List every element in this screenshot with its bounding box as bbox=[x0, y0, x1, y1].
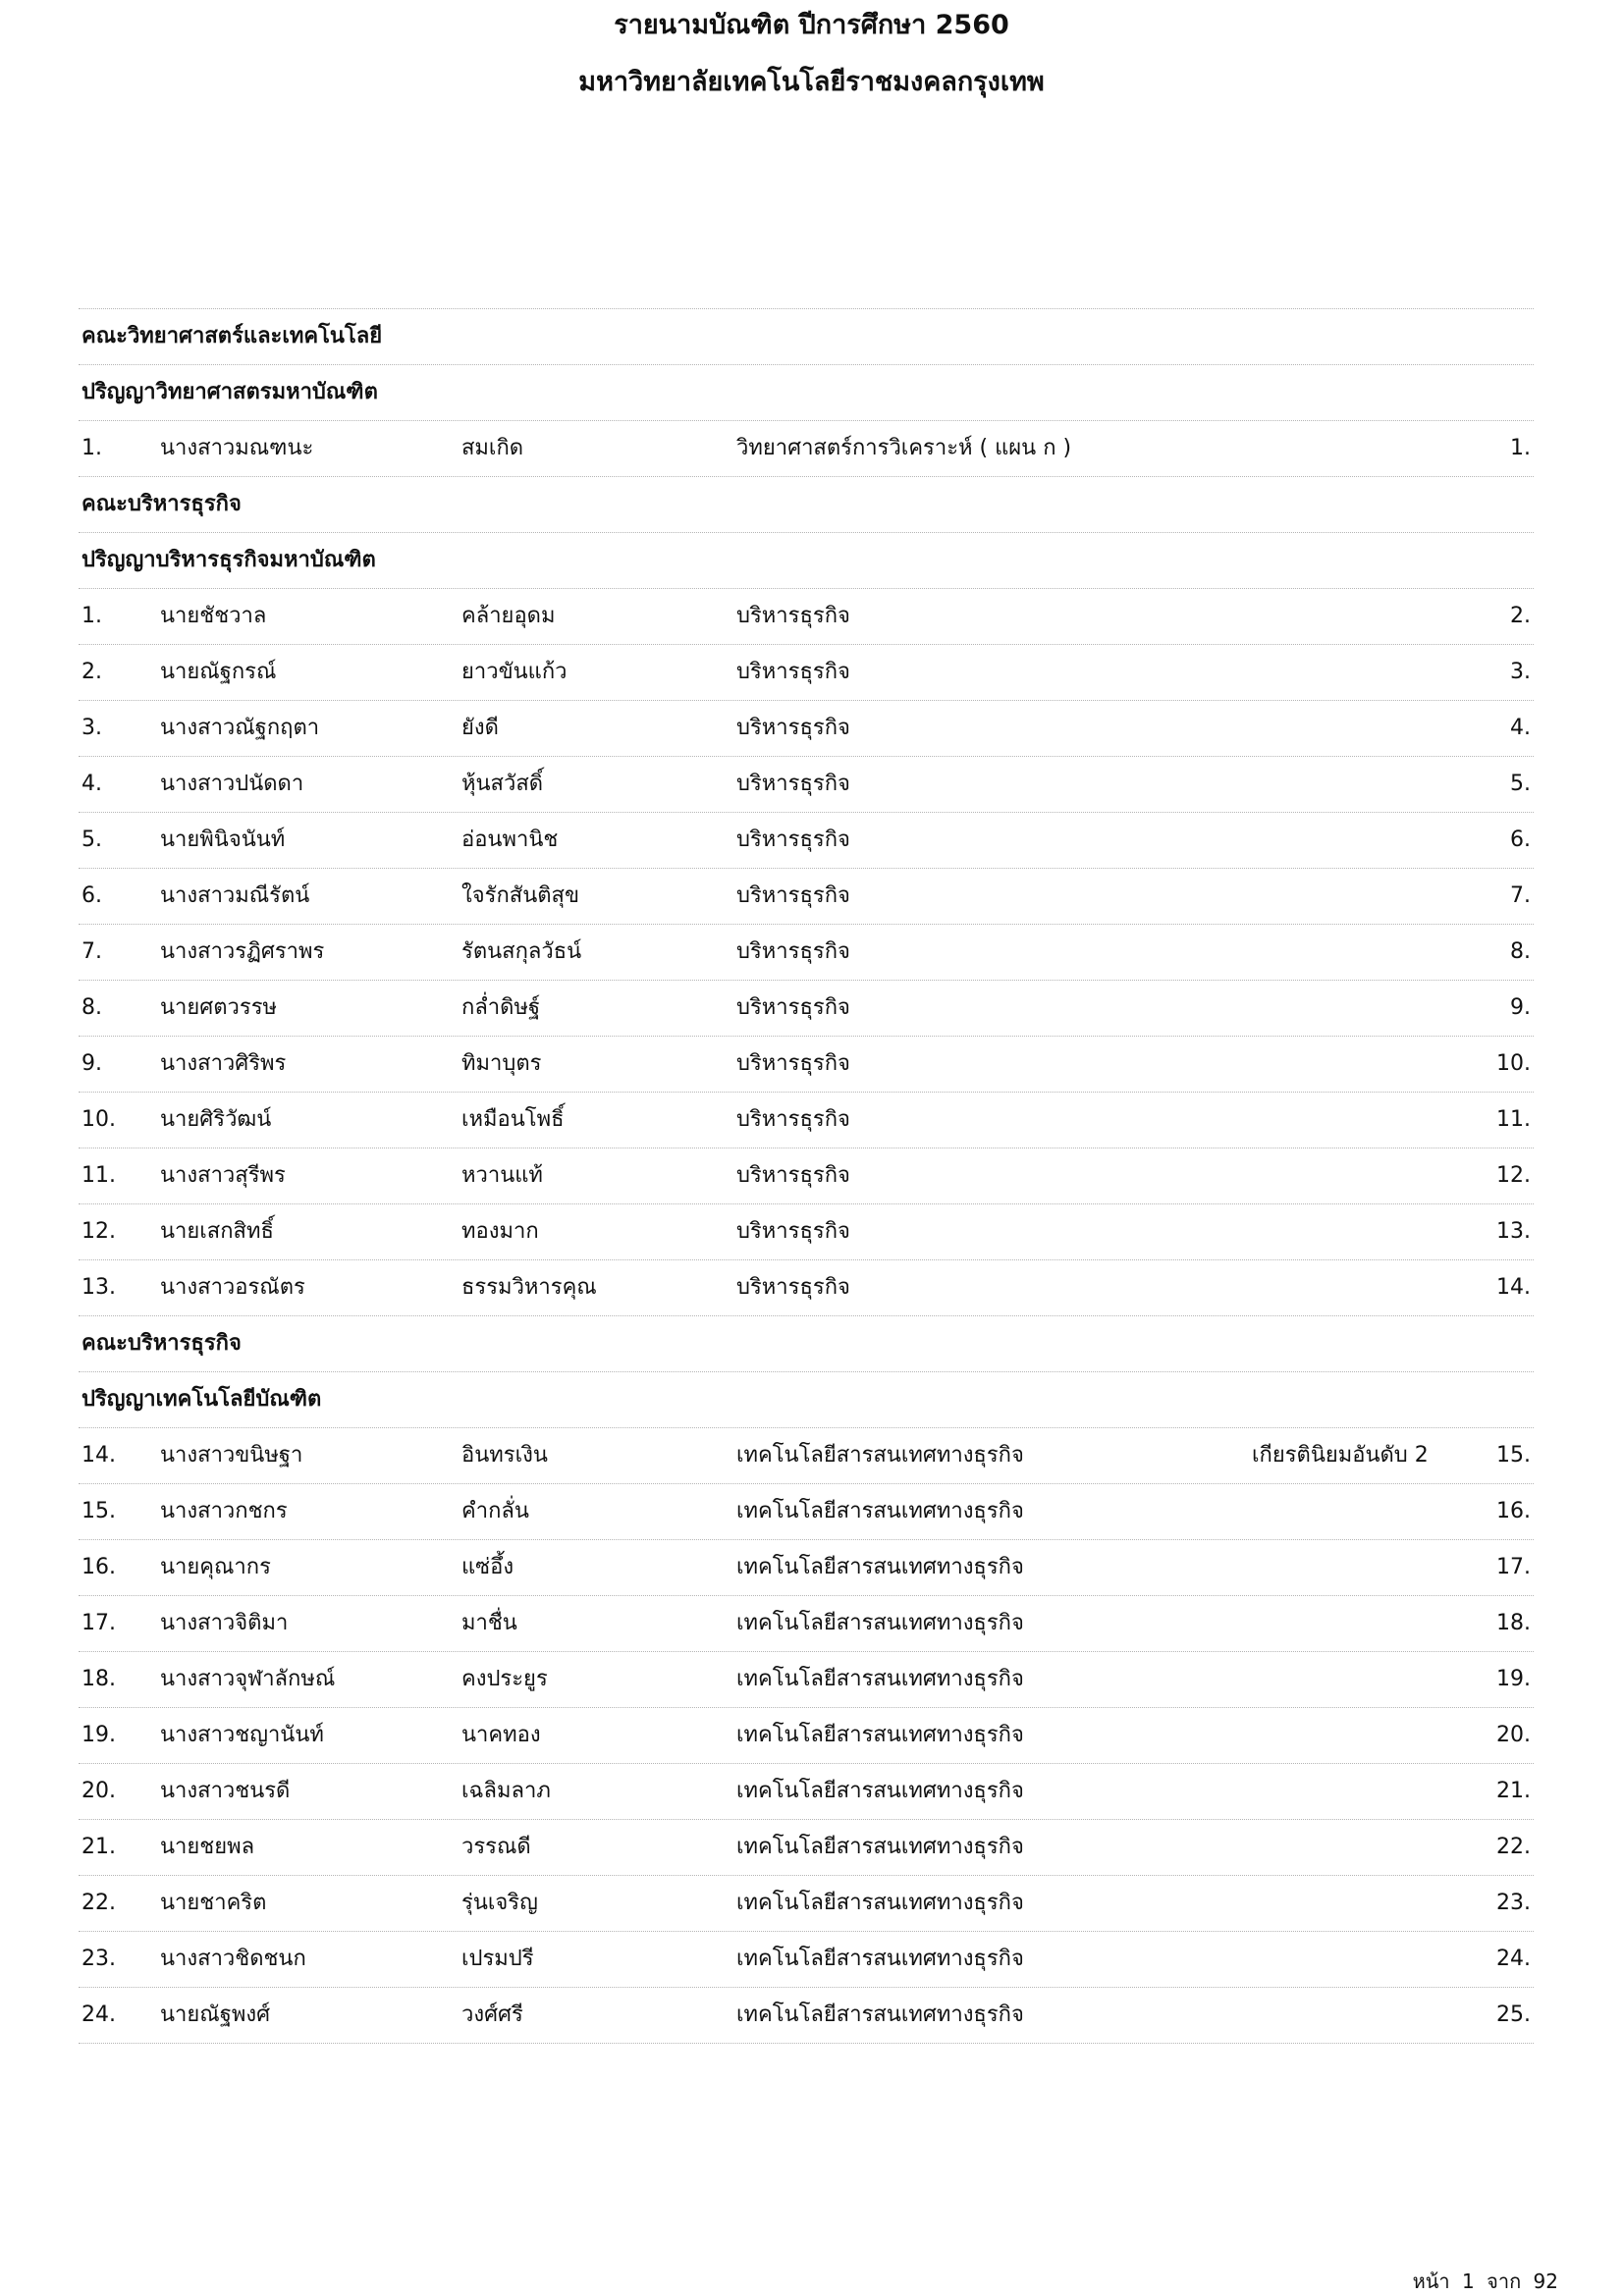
graduate-first-name: นายเสกสิทธิ์ bbox=[160, 1219, 274, 1244]
graduate-major: บริหารธุรกิจ bbox=[736, 995, 850, 1020]
graduate-row bbox=[79, 869, 1534, 925]
graduate-first-name: นางสาวศิริพร bbox=[160, 1051, 287, 1076]
sequence-number: 7. bbox=[1510, 883, 1531, 908]
graduate-honor: เกียรตินิยมอันดับ 2 bbox=[1252, 1443, 1429, 1468]
row-number: 18. bbox=[81, 1667, 116, 1691]
section-heading: คณะวิทยาศาสตร์และเทคโนโลยี bbox=[81, 324, 383, 348]
graduate-major: บริหารธุรกิจ bbox=[736, 883, 850, 908]
row-number: 1. bbox=[81, 436, 102, 460]
graduate-row bbox=[79, 1540, 1534, 1596]
graduate-major: บริหารธุรกิจ bbox=[736, 939, 850, 964]
graduate-last-name: เฉลิมลาภ bbox=[461, 1779, 551, 1803]
graduate-row bbox=[79, 1708, 1534, 1764]
row-number: 3. bbox=[81, 716, 102, 740]
graduate-row bbox=[79, 1652, 1534, 1708]
graduate-first-name: นางสาวมณีรัตน์ bbox=[160, 883, 310, 908]
section-heading: ปริญญาบริหารธุรกิจมหาบัณฑิต bbox=[81, 548, 376, 572]
section-heading: คณะบริหารธุรกิจ bbox=[81, 1331, 242, 1356]
sequence-number: 14. bbox=[1496, 1275, 1531, 1300]
page-footer bbox=[1407, 2268, 1558, 2295]
sequence-number: 12. bbox=[1496, 1163, 1531, 1188]
graduate-last-name: มาชื่น bbox=[461, 1611, 517, 1635]
row-number: 14. bbox=[81, 1443, 116, 1468]
sequence-number: 2. bbox=[1510, 604, 1531, 628]
sequence-number: 9. bbox=[1510, 995, 1531, 1020]
graduate-major: บริหารธุรกิจ bbox=[736, 604, 850, 628]
graduate-last-name: รุ่นเจริญ bbox=[461, 1891, 538, 1915]
row-number: 10. bbox=[81, 1107, 116, 1132]
row-number: 17. bbox=[81, 1611, 116, 1635]
graduate-first-name: นางสาวสุรีพร bbox=[160, 1163, 286, 1188]
graduate-row bbox=[79, 1037, 1534, 1093]
sequence-number: 17. bbox=[1496, 1555, 1531, 1579]
graduate-last-name: ทองมาก bbox=[461, 1219, 539, 1244]
graduate-row bbox=[79, 1204, 1534, 1260]
row-number: 4. bbox=[81, 772, 102, 796]
graduate-row bbox=[79, 1988, 1534, 2044]
graduate-list bbox=[79, 308, 1534, 2044]
graduate-first-name: นายพินิจนันท์ bbox=[160, 828, 286, 852]
graduate-major: เทคโนโลยีสารสนเทศทางธุรกิจ bbox=[736, 1443, 1024, 1468]
graduate-last-name: คงประยูร bbox=[461, 1667, 548, 1691]
row-number: 11. bbox=[81, 1163, 116, 1188]
graduate-first-name: นางสาวชญานันท์ bbox=[160, 1723, 324, 1747]
graduate-major: บริหารธุรกิจ bbox=[736, 1163, 850, 1188]
row-number: 20. bbox=[81, 1779, 116, 1803]
sequence-number: 1. bbox=[1510, 436, 1531, 460]
graduate-last-name: ยาวขันแก้ว bbox=[461, 660, 568, 684]
section-heading-row bbox=[79, 1316, 1534, 1372]
graduate-row bbox=[79, 757, 1534, 813]
graduate-last-name: ยังดี bbox=[461, 716, 499, 740]
sequence-number: 22. bbox=[1496, 1835, 1531, 1859]
graduate-row bbox=[79, 1148, 1534, 1204]
graduate-first-name: นางสาวปนัดดา bbox=[160, 772, 304, 796]
graduate-last-name: อินทรเงิน bbox=[461, 1443, 548, 1468]
graduate-first-name: นายศตวรรษ bbox=[160, 995, 278, 1020]
row-number: 24. bbox=[81, 2002, 116, 2027]
sequence-number: 23. bbox=[1496, 1891, 1531, 1915]
document-title: รายนามบัณฑิต ปีการศึกษา 2560 bbox=[614, 10, 1009, 40]
graduate-major: เทคโนโลยีสารสนเทศทางธุรกิจ bbox=[736, 1723, 1024, 1747]
graduate-first-name: นางสาวกชกร bbox=[160, 1499, 288, 1523]
sequence-number: 15. bbox=[1496, 1443, 1531, 1468]
sequence-number: 13. bbox=[1496, 1219, 1531, 1244]
graduate-major: บริหารธุรกิจ bbox=[736, 772, 850, 796]
graduate-last-name: สมเกิด bbox=[461, 436, 524, 460]
sequence-number: 25. bbox=[1496, 2002, 1531, 2027]
graduate-row bbox=[79, 1260, 1534, 1316]
sequence-number: 18. bbox=[1496, 1611, 1531, 1635]
graduate-first-name: นางสาวมณฑนะ bbox=[160, 436, 314, 460]
graduate-row bbox=[79, 701, 1534, 757]
section-heading-row bbox=[79, 309, 1534, 365]
graduate-major: เทคโนโลยีสารสนเทศทางธุรกิจ bbox=[736, 1835, 1024, 1859]
row-number: 1. bbox=[81, 604, 102, 628]
university-name: มหาวิทยาลัยเทคโนโลยีราชมงคลกรุงเทพ bbox=[578, 67, 1045, 97]
sequence-number: 11. bbox=[1496, 1107, 1531, 1132]
graduate-major: เทคโนโลยีสารสนเทศทางธุรกิจ bbox=[736, 2002, 1024, 2027]
graduate-row bbox=[79, 1820, 1534, 1876]
graduate-row bbox=[79, 1932, 1534, 1988]
graduate-row bbox=[79, 1764, 1534, 1820]
row-number: 16. bbox=[81, 1555, 116, 1579]
graduate-last-name: หวานแท้ bbox=[461, 1163, 543, 1188]
row-number: 22. bbox=[81, 1891, 116, 1915]
graduate-last-name: ทิมาบุตร bbox=[461, 1051, 542, 1076]
row-number: 13. bbox=[81, 1275, 116, 1300]
sequence-number: 6. bbox=[1510, 828, 1531, 852]
of-label: จาก bbox=[1487, 2269, 1522, 2293]
row-number: 2. bbox=[81, 660, 102, 684]
graduate-last-name: อ่อนพานิช bbox=[461, 828, 559, 852]
graduate-major: เทคโนโลยีสารสนเทศทางธุรกิจ bbox=[736, 1555, 1024, 1579]
graduate-first-name: นางสาวจิติมา bbox=[160, 1611, 289, 1635]
row-number: 7. bbox=[81, 939, 102, 964]
sequence-number: 16. bbox=[1496, 1499, 1531, 1523]
sequence-number: 21. bbox=[1496, 1779, 1531, 1803]
row-number: 23. bbox=[81, 1947, 116, 1971]
graduate-first-name: นายณัฐกรณ์ bbox=[160, 660, 277, 684]
graduate-row bbox=[79, 925, 1534, 981]
graduate-first-name: นางสาวจุฬาลักษณ์ bbox=[160, 1667, 336, 1691]
section-heading-row bbox=[79, 1372, 1534, 1428]
graduate-first-name: นายชยพล bbox=[160, 1835, 255, 1859]
graduate-row bbox=[79, 1596, 1534, 1652]
sequence-number: 20. bbox=[1496, 1723, 1531, 1747]
page-label: หน้า bbox=[1412, 2269, 1450, 2293]
section-heading: ปริญญาเทคโนโลยีบัณฑิต bbox=[81, 1387, 322, 1412]
graduate-last-name: ธรรมวิหารคุณ bbox=[461, 1275, 597, 1300]
graduate-row bbox=[79, 1876, 1534, 1932]
graduate-last-name: รัตนสกุลวัธน์ bbox=[461, 939, 582, 964]
graduate-major: เทคโนโลยีสารสนเทศทางธุรกิจ bbox=[736, 1891, 1024, 1915]
row-number: 12. bbox=[81, 1219, 116, 1244]
graduate-first-name: นายคุณากร bbox=[160, 1555, 271, 1579]
graduate-row bbox=[79, 1093, 1534, 1148]
graduate-row bbox=[79, 589, 1534, 645]
graduate-major: เทคโนโลยีสารสนเทศทางธุรกิจ bbox=[736, 1667, 1024, 1691]
sequence-number: 10. bbox=[1496, 1051, 1531, 1076]
graduate-major: เทคโนโลยีสารสนเทศทางธุรกิจ bbox=[736, 1611, 1024, 1635]
graduate-major: เทคโนโลยีสารสนเทศทางธุรกิจ bbox=[736, 1499, 1024, 1523]
row-number: 15. bbox=[81, 1499, 116, 1523]
section-heading-row bbox=[79, 365, 1534, 421]
graduate-first-name: นายชัชวาล bbox=[160, 604, 267, 628]
row-number: 5. bbox=[81, 828, 102, 852]
graduate-last-name: หุ้นสวัสดิ์ bbox=[461, 772, 544, 796]
section-heading: ปริญญาวิทยาศาสตรมหาบัณฑิต bbox=[81, 380, 378, 404]
graduate-last-name: คำกลั่น bbox=[461, 1499, 529, 1523]
graduate-last-name: แซ่อึ้ง bbox=[461, 1555, 514, 1579]
graduate-major: บริหารธุรกิจ bbox=[736, 828, 850, 852]
graduate-last-name: คล้ายอุดม bbox=[461, 604, 556, 628]
graduate-row bbox=[79, 421, 1534, 477]
sequence-number: 3. bbox=[1510, 660, 1531, 684]
sequence-number: 5. bbox=[1510, 772, 1531, 796]
page-number: 1 bbox=[1462, 2269, 1475, 2293]
sequence-number: 24. bbox=[1496, 1947, 1531, 1971]
sequence-number: 19. bbox=[1496, 1667, 1531, 1691]
graduate-first-name: นางสาวณัฐกฤตา bbox=[160, 716, 320, 740]
section-heading: คณะบริหารธุรกิจ bbox=[81, 492, 242, 516]
graduate-row bbox=[79, 645, 1534, 701]
graduate-last-name: ใจรักสันติสุข bbox=[461, 883, 579, 908]
row-number: 21. bbox=[81, 1835, 116, 1859]
graduate-major: บริหารธุรกิจ bbox=[736, 1107, 850, 1132]
graduate-last-name: เหมือนโพธิ์ bbox=[461, 1107, 565, 1132]
graduate-major: วิทยาศาสตร์การวิเคราะห์ ( แผน ก ) bbox=[736, 436, 1072, 460]
graduate-first-name: นางสาวอรณัตร bbox=[160, 1275, 305, 1300]
graduate-first-name: นายศิริวัฒน์ bbox=[160, 1107, 272, 1132]
graduate-first-name: นางสาวรฏิศราพร bbox=[160, 939, 325, 964]
graduate-last-name: นาคทอง bbox=[461, 1723, 541, 1747]
graduate-last-name: เปรมปรี bbox=[461, 1947, 534, 1971]
row-number: 9. bbox=[81, 1051, 102, 1076]
graduate-major: บริหารธุรกิจ bbox=[736, 660, 850, 684]
row-number: 19. bbox=[81, 1723, 116, 1747]
sequence-number: 4. bbox=[1510, 716, 1531, 740]
section-heading-row bbox=[79, 533, 1534, 589]
graduate-major: บริหารธุรกิจ bbox=[736, 1051, 850, 1076]
graduate-major: บริหารธุรกิจ bbox=[736, 1275, 850, 1300]
graduate-major: บริหารธุรกิจ bbox=[736, 716, 850, 740]
graduate-first-name: นางสาวชิดชนก bbox=[160, 1947, 306, 1971]
graduate-last-name: กล่ำดิษฐ์ bbox=[461, 995, 541, 1020]
graduate-row bbox=[79, 1428, 1534, 1484]
graduate-row bbox=[79, 813, 1534, 869]
graduate-first-name: นางสาวขนิษฐา bbox=[160, 1443, 303, 1468]
graduate-first-name: นายณัฐพงศ์ bbox=[160, 2002, 271, 2027]
sequence-number: 8. bbox=[1510, 939, 1531, 964]
graduate-row bbox=[79, 1484, 1534, 1540]
graduate-first-name: นางสาวชนรดี bbox=[160, 1779, 291, 1803]
total-pages: 92 bbox=[1533, 2269, 1558, 2293]
section-heading-row bbox=[79, 477, 1534, 533]
graduate-first-name: นายชาคริต bbox=[160, 1891, 267, 1915]
row-number: 6. bbox=[81, 883, 102, 908]
graduate-major: บริหารธุรกิจ bbox=[736, 1219, 850, 1244]
graduate-major: เทคโนโลยีสารสนเทศทางธุรกิจ bbox=[736, 1779, 1024, 1803]
graduate-major: เทคโนโลยีสารสนเทศทางธุรกิจ bbox=[736, 1947, 1024, 1971]
row-number: 8. bbox=[81, 995, 102, 1020]
graduate-last-name: วรรณดี bbox=[461, 1835, 531, 1859]
graduate-row bbox=[79, 981, 1534, 1037]
graduate-last-name: วงศ์ศรี bbox=[461, 2002, 523, 2027]
